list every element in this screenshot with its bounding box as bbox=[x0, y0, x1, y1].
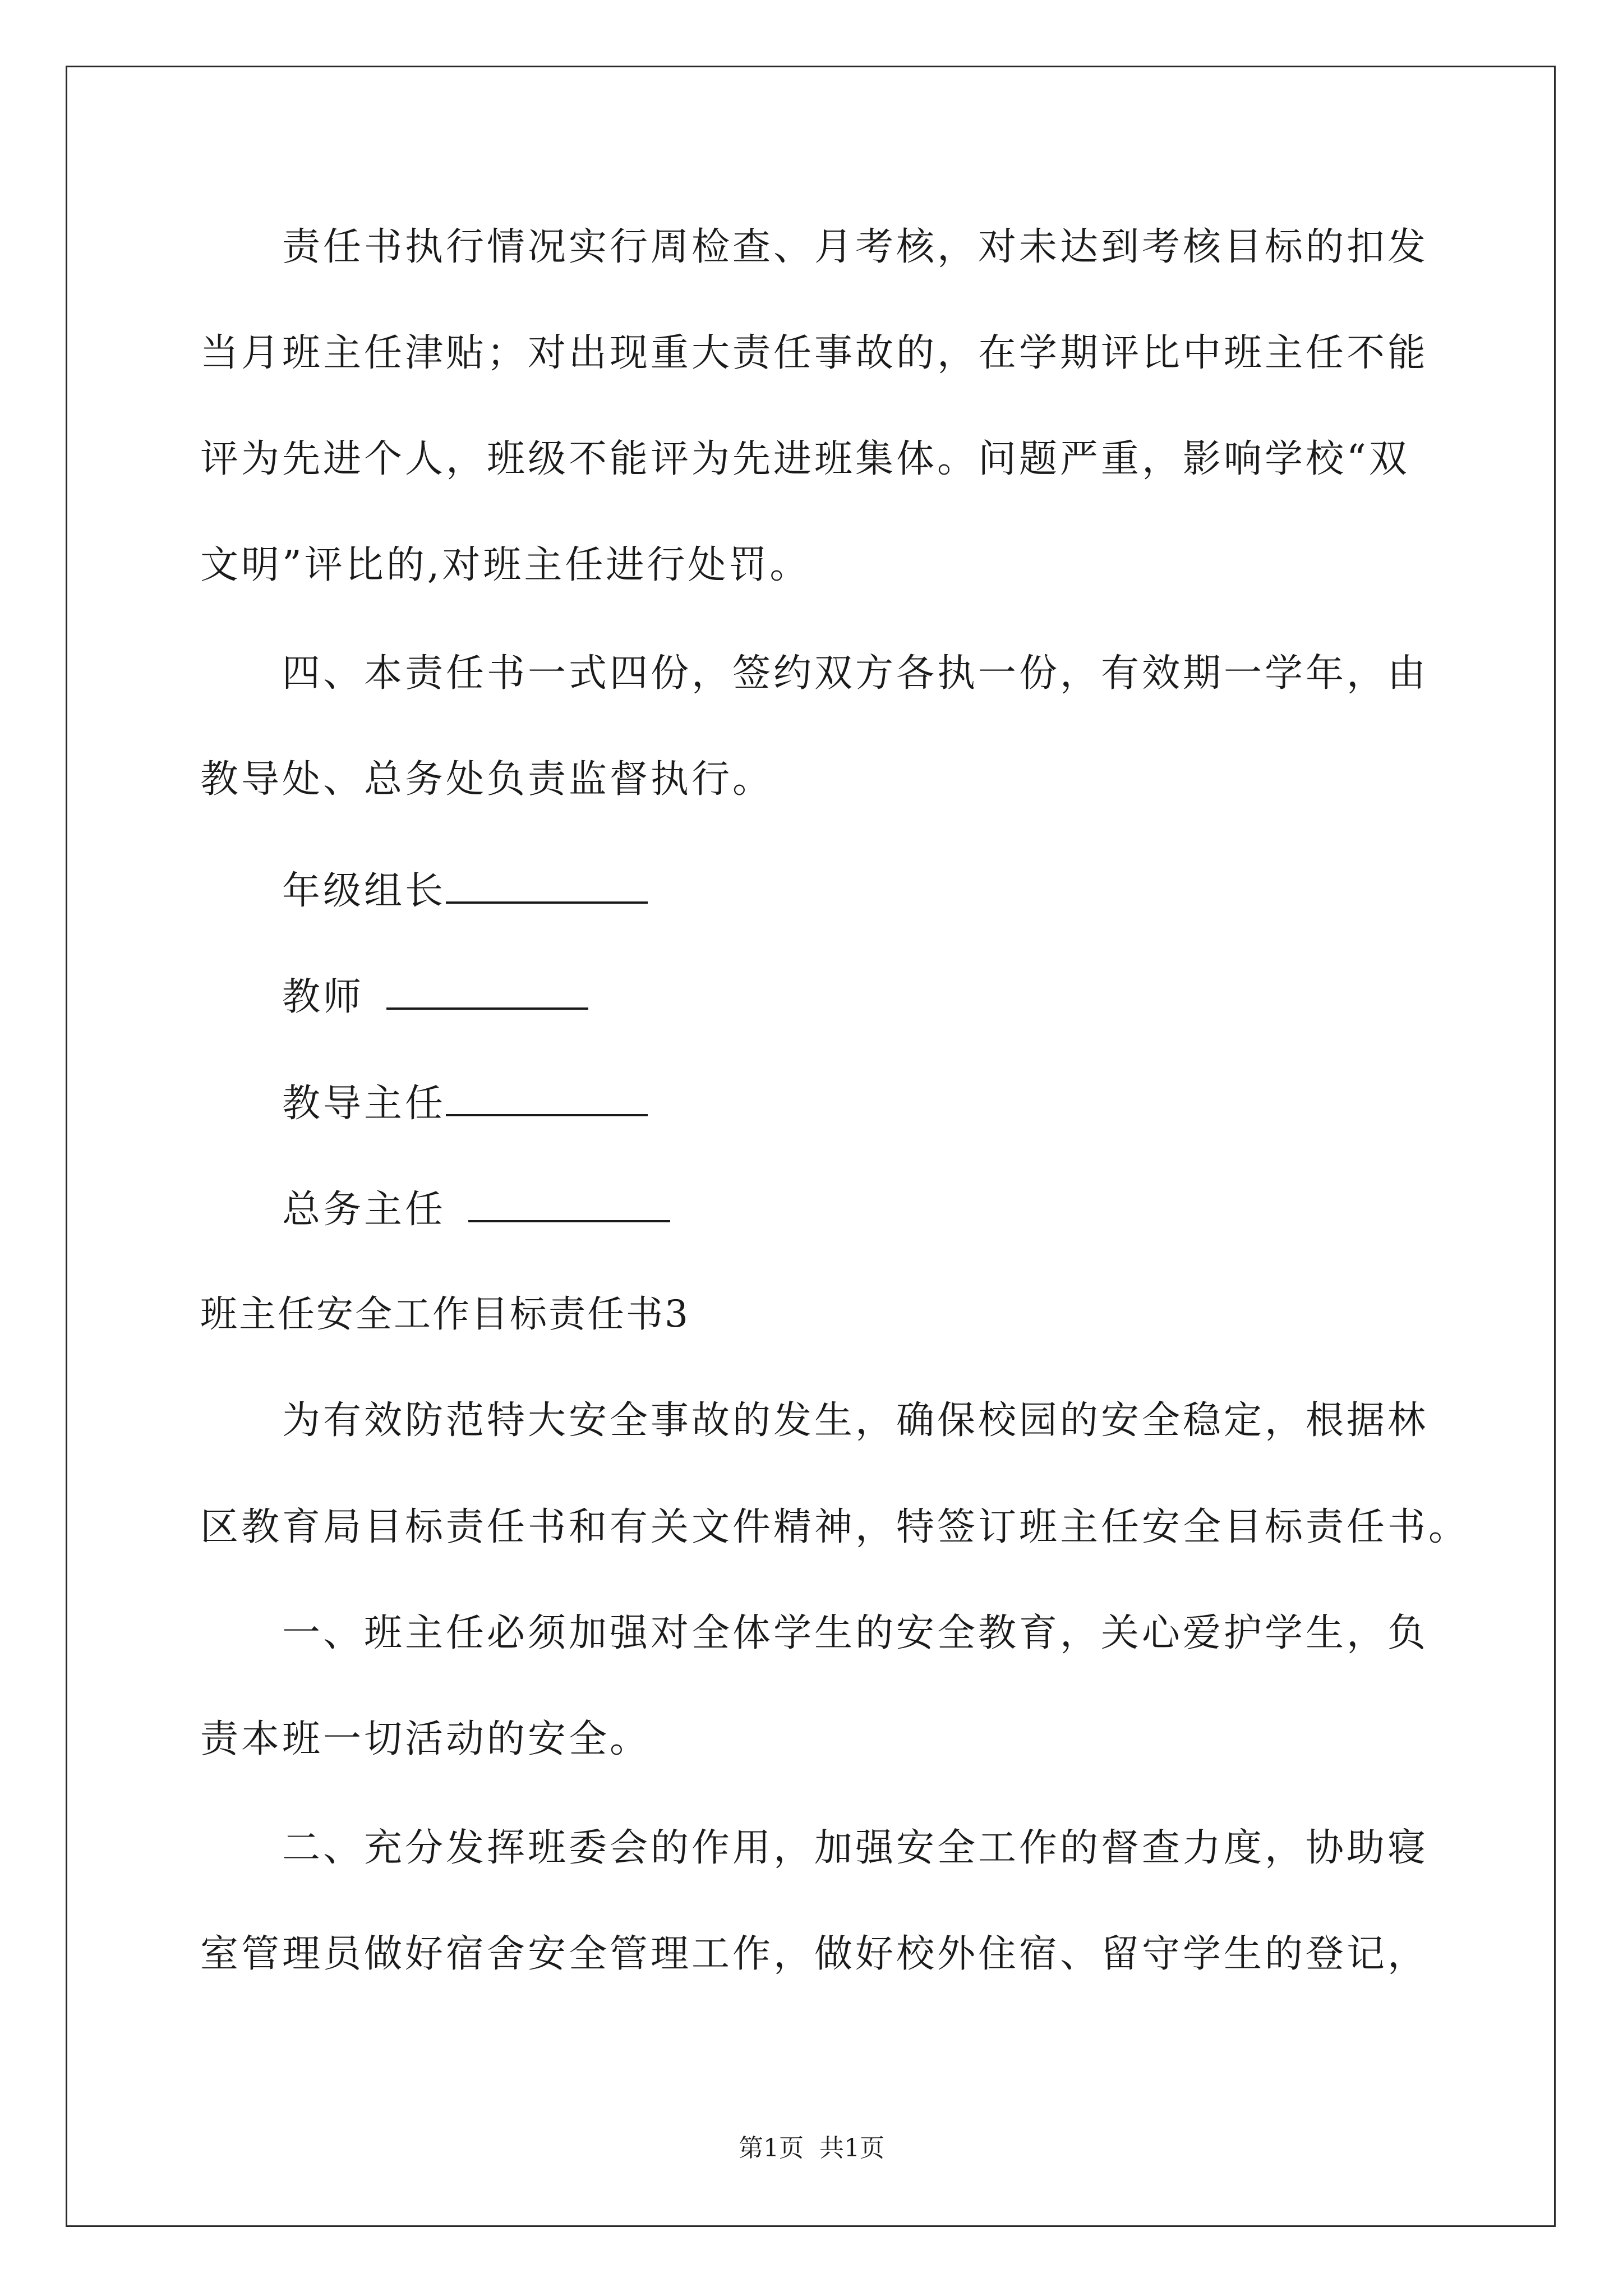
signature-blank bbox=[446, 1082, 648, 1116]
page-border bbox=[66, 66, 1556, 2227]
paragraph-line: 教导处、总务处负责监督执行。 bbox=[200, 757, 774, 802]
signature-blank bbox=[446, 869, 648, 904]
paragraph-line: 评为先进个人，班级不能评为先进班集体。问题严重，影响学校“双 bbox=[200, 437, 1410, 481]
signature-academic-director bbox=[282, 1082, 648, 1126]
paragraph-line: 室管理员做好宿舍安全管理工作，做好校外住宿、留守学生的登记， bbox=[200, 1932, 1429, 1976]
paragraph-line: 区教育局目标责任书和有关文件精神，特签订班主任安全目标责任书。 bbox=[200, 1505, 1470, 1549]
page-footer bbox=[0, 2136, 1623, 2161]
paragraph-line: 文明”评比的,对班主任进行处罚。 bbox=[200, 543, 811, 587]
signature-blank bbox=[386, 975, 588, 1010]
signature-teacher bbox=[282, 975, 588, 1019]
paragraph-line: 当月班主任津贴；对出现重大责任事故的，在学期评比中班主任不能 bbox=[200, 331, 1429, 375]
signature-grade-leader bbox=[282, 869, 648, 913]
paragraph-line: 为有效防范特大安全事故的发生，确保校园的安全稳定，根据林 bbox=[282, 1398, 1429, 1443]
section-heading: 班主任安全工作目标责任书3 bbox=[200, 1292, 690, 1336]
signature-label: 教师 bbox=[282, 975, 365, 1019]
paragraph-line: 责任书执行情况实行周检查、月考核，对未达到考核目标的扣发 bbox=[282, 225, 1429, 269]
signature-label: 教导主任 bbox=[282, 1082, 446, 1126]
paragraph-line: 责本班一切活动的安全。 bbox=[200, 1717, 651, 1761]
page-total: 共1页 bbox=[819, 2134, 884, 2162]
paragraph-line: 一、班主任必须加强对全体学生的安全教育，关心爱护学生，负 bbox=[282, 1611, 1429, 1655]
signature-label: 年级组长 bbox=[282, 869, 446, 913]
paragraph-line: 二、充分发挥班委会的作用，加强安全工作的督查力度，协助寝 bbox=[282, 1826, 1429, 1870]
page-number: 第1页 bbox=[739, 2134, 804, 2162]
signature-blank bbox=[468, 1188, 670, 1222]
paragraph-line: 四、本责任书一式四份，签约双方各执一份，有效期一学年，由 bbox=[282, 651, 1429, 696]
signature-label: 总务主任 bbox=[282, 1188, 446, 1232]
signature-general-affairs bbox=[282, 1188, 670, 1232]
